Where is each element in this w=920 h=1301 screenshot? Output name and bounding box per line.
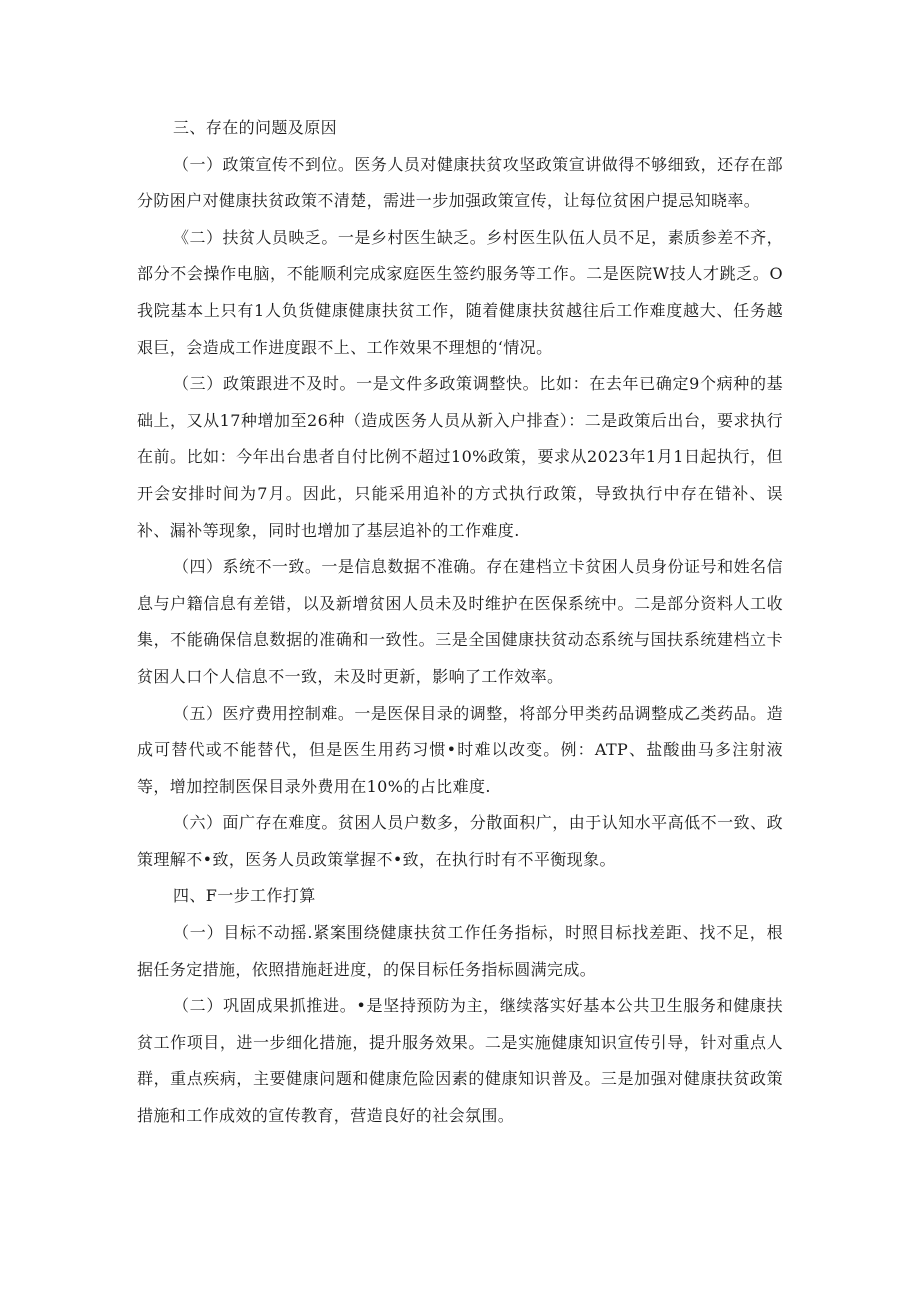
section-heading-problems: 三、存在的问题及原因 — [173, 118, 338, 137]
paragraph-wide-coverage: （六）面广存在难度。贫困人员户数多，分散面积广，由于认知水平高低不一致、政策理解不•致，医务人员政策掌握不•致，在执行时有不平衡现象。 — [137, 813, 783, 869]
document-body — [137, 110, 783, 1135]
paragraph-policy-follow-up: （三）政策跟进不及时。一是文件多政策调整快。比如：在去年已确定9个病种的基础上，又从17种增加至26种（造成医务人员从新入户排查）：二是政策后出台，要求执行在前。比如：今年出台患者自付比例不超过10%政策，要求从2023年1月1日起执行，但开会安排时间为7月。因此，只能采用追补的方式执行政策，导致执行中存在错补、误补、漏补等现象，同时也增加了基层追补的工作难度. — [137, 374, 783, 540]
paragraph-targets: （一）目标不动摇.紧案围绕健康扶贫工作任务指标，时照目标找差距、找不足，根据任务定措施，依照措施赶进度，的保目标任务指标圆满完成。 — [137, 923, 783, 979]
paragraph-policy-publicity: （一）政策宣传不到位。医务人员对健康扶贫攻坚政策宣讲做得不够细致，还存在部分防困户对健康扶贫政策不清楚，需进一步加强政策宣传，让每位贫困户提忌知晓率。 — [137, 154, 783, 211]
paragraph-staff-shortage: 《二）扶贫人员映乏。一是乡村医生缺乏。乡村医生队伍人员不足，素质参差不齐，部分不会操作电脑，不能顺利完成家庭医生签约服务等工作。二是医院W技人才跳乏。O我院基本上只有1人负货健康健康扶贫工作，随着健康扶贫越往后工作难度越大、任务越艰巨，会造成工作进度跟不上、工作效果不理想的‘情况。 — [137, 227, 783, 357]
section-heading-next-steps: 四、F一步工作打算 — [173, 886, 316, 906]
paragraph-medical-cost-control: （五）医疗费用控制难。一是医保目录的调整，将部分甲类药品调整成乙类药品。造成可替代或不能替代，但是医生用药习惯•时难以改变。例：ATP、盐酸曲马多注射液等，增加控制医保目录外费用在10%的占比难度. — [137, 703, 783, 796]
paragraph-system-inconsistency: （四）系统不一致。一是信息数据不准确。存在建档立卡贫困人员身份证号和姓名信息与户籍信息有差错，以及新增贫困人员未及时维护在医保系统中。二是部分资料人工收集，不能确保信息数据的准确和一致性。三是全国健康扶贫动态系统与国扶系统建档立卡贫困人口个人信息不一致，未及时更新，影响了工作效率。 — [137, 557, 783, 686]
paragraph-consolidate-results: （二）巩固成果抓推进。•是坚持预防为主，继续落实好基本公共卫生服务和健康扶贫工作项目，进一步细化措施，提升服务效果。二是实施健康知识宣传引导，针对重点人群，重点疾病，主要健康问题和健康危险因素的健康知识普及。三是加强对健康扶贫政策措施和工作成效的宣传教育，营造良好的社会氛围。 — [137, 996, 783, 1126]
